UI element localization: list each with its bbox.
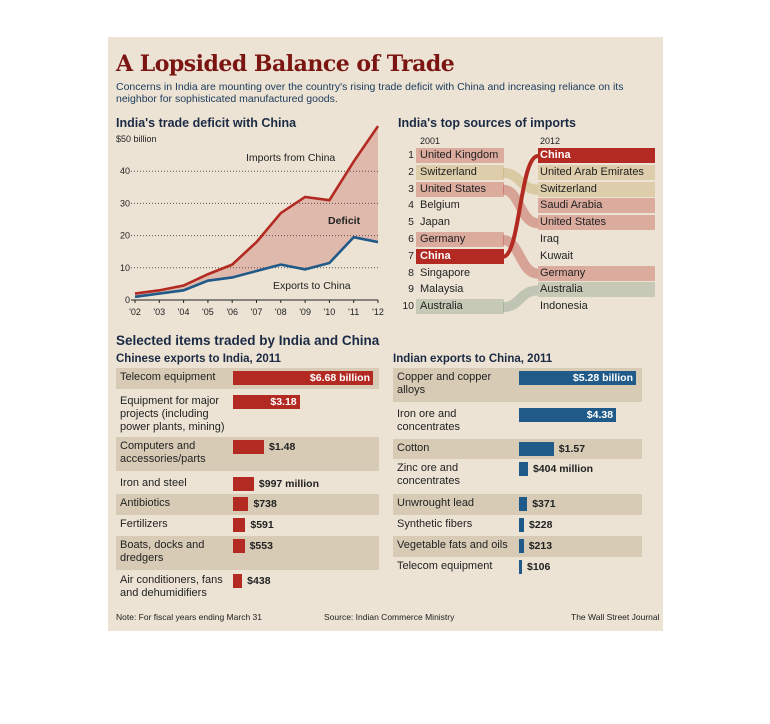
x-tick-label: '08 [274, 307, 287, 317]
indian-exports-title: Indian exports to China, 2011 [393, 353, 553, 365]
x-tick-label: '04 [177, 307, 190, 317]
bar-category-label: Computers and accessories/parts [120, 440, 206, 465]
rank-number: 6 [408, 233, 414, 245]
bar-category-label: Fertilizers [120, 518, 168, 530]
x-tick-label: '09 [299, 307, 311, 317]
bar-value-label: $6.68 billion [309, 372, 370, 384]
bar-category-label: Cotton [397, 442, 430, 454]
bar [233, 440, 264, 454]
bar-category-label: Telecom equipment [397, 560, 493, 572]
y-tick-label: 40 [119, 166, 130, 177]
rank-2001-country: Singapore [420, 266, 471, 279]
rank-number: 2 [408, 165, 414, 178]
rank-number: 8 [408, 266, 414, 279]
x-tick-label: '11 [348, 307, 360, 317]
x-tick-label: '05 [202, 307, 214, 317]
bar [519, 442, 554, 456]
bar-category-label: Iron and steel [120, 477, 187, 489]
bar-category-label: Synthetic fibers [397, 518, 473, 530]
rank-2012-country: United Arab Emirates [540, 165, 644, 178]
page-subtitle: Concerns in India are mounting over the country's rising trade deficit with China and increasing reliance on its neighbor for sophisticated manufactured goods. [116, 81, 624, 105]
bar-value-label: $3.18 [270, 396, 297, 408]
chinese-exports-title: Chinese exports to India, 2011 [116, 353, 281, 365]
series-label-exports: Exports to China [273, 280, 351, 292]
bar-category-label: Boats, docks and dredgers [120, 539, 205, 564]
bar [233, 539, 245, 553]
bar-category-label: Antibiotics [120, 497, 171, 509]
rank-2001-country: Germany [420, 233, 466, 245]
footer-note: Note: For fiscal years ending March 31 [116, 612, 262, 622]
bar-category-label: Zinc ore and concentrates [397, 462, 460, 487]
x-tick-label: '03 [153, 307, 166, 317]
x-tick-label: '10 [323, 307, 336, 317]
annotation-deficit: Deficit [328, 215, 361, 227]
rank-2001-country: United States [420, 182, 487, 195]
rank-2001-country: Belgium [420, 199, 460, 212]
bar-value-label: $997 million [258, 478, 319, 490]
bar [519, 462, 528, 476]
rank-2012-country: China [540, 149, 571, 161]
rank-2012-country: Switzerland [540, 182, 597, 195]
rank-number: 3 [408, 182, 414, 195]
rank-2012-country: Indonesia [540, 300, 588, 313]
x-tick-label: '12 [372, 307, 384, 317]
rank-connector [503, 290, 538, 307]
bar-value-label: $1.48 [269, 441, 296, 453]
footer-source: Source: Indian Commerce Ministry [324, 612, 455, 622]
rank-number: 5 [408, 216, 414, 229]
bar-value-label: $553 [249, 540, 273, 552]
bar-category-label: Telecom equipment [120, 371, 216, 383]
bar-value-label: $591 [250, 519, 274, 531]
rank-2012-country: Germany [540, 266, 586, 279]
ranking-col-2001: 2001 [420, 136, 441, 146]
x-tick-label: '07 [250, 307, 263, 317]
bar-value-label: $404 million [532, 463, 594, 475]
rank-2001-country: Australia [420, 300, 463, 313]
rank-number: 4 [408, 199, 414, 212]
rank-2001-country: China [420, 249, 451, 262]
x-tick-label: '06 [226, 307, 239, 317]
bar-category-label: Equipment for major projects (including power plants, mining) [120, 395, 225, 433]
rank-connector [503, 240, 538, 274]
bar [233, 518, 245, 532]
bar-value-label: $4.38 [586, 409, 614, 421]
bar-value-label: $738 [253, 498, 277, 510]
bar-value-label: $106 [527, 561, 551, 573]
bar [233, 497, 248, 511]
line-chart-title: India's trade deficit with China [116, 116, 297, 130]
rank-2001-country: Malaysia [420, 283, 464, 296]
bar-category-label: Unwrought lead [397, 497, 475, 509]
line-chart-ylabel: $50 billion [116, 134, 157, 144]
y-tick-label: 0 [124, 295, 130, 305]
page-title: A Lopsided Balance of Trade [116, 51, 455, 77]
rank-2012-country: Iraq [540, 233, 559, 245]
rank-2012-country: United States [540, 216, 607, 229]
rank-2001-country: Japan [420, 216, 450, 229]
rank-2001-country: Switzerland [420, 165, 477, 178]
series-label-imports: Imports from China [246, 152, 336, 164]
rank-number: 1 [408, 149, 414, 161]
bar [519, 539, 524, 553]
bar-value-label: $5.28 billion [572, 372, 633, 384]
y-tick-label: 30 [119, 198, 130, 209]
bar-value-label: $213 [528, 540, 553, 552]
ranking-title: India's top sources of imports [398, 116, 576, 130]
bar [519, 518, 524, 532]
rank-number: 7 [408, 249, 414, 262]
bar-value-label: $1.57 [558, 443, 586, 455]
bar-category-label: Vegetable fats and oils [397, 539, 508, 551]
bar-value-label: $371 [532, 498, 556, 510]
ranking-col-2012: 2012 [540, 136, 561, 146]
rank-2012-country: Saudi Arabia [540, 199, 603, 212]
y-tick-label: 20 [119, 230, 130, 241]
x-tick-label: '02 [129, 307, 141, 317]
bar-category-label: Iron ore and concentrates [397, 408, 460, 433]
bar-category-label: Air conditioners, fans and dehumidifiers [120, 574, 223, 599]
section-title: Selected items traded by India and China [116, 333, 380, 348]
rank-2001-country: United Kingdom [420, 149, 499, 161]
y-tick-label: 10 [119, 262, 130, 273]
rank-number: 9 [408, 283, 414, 296]
bar-category-label: Copper and copper alloys [397, 371, 492, 396]
bar [233, 574, 242, 588]
bar [519, 560, 522, 574]
bar-value-label: $438 [247, 575, 271, 587]
rank-2012-country: Australia [540, 283, 583, 296]
bar-value-label: $228 [529, 519, 553, 531]
rank-2012-country: Kuwait [540, 249, 574, 262]
footer-credit: The Wall Street Journal [571, 612, 660, 622]
bar [519, 497, 527, 511]
rank-number: 10 [402, 300, 414, 313]
infographic-panel [108, 37, 663, 631]
bar [233, 477, 254, 491]
